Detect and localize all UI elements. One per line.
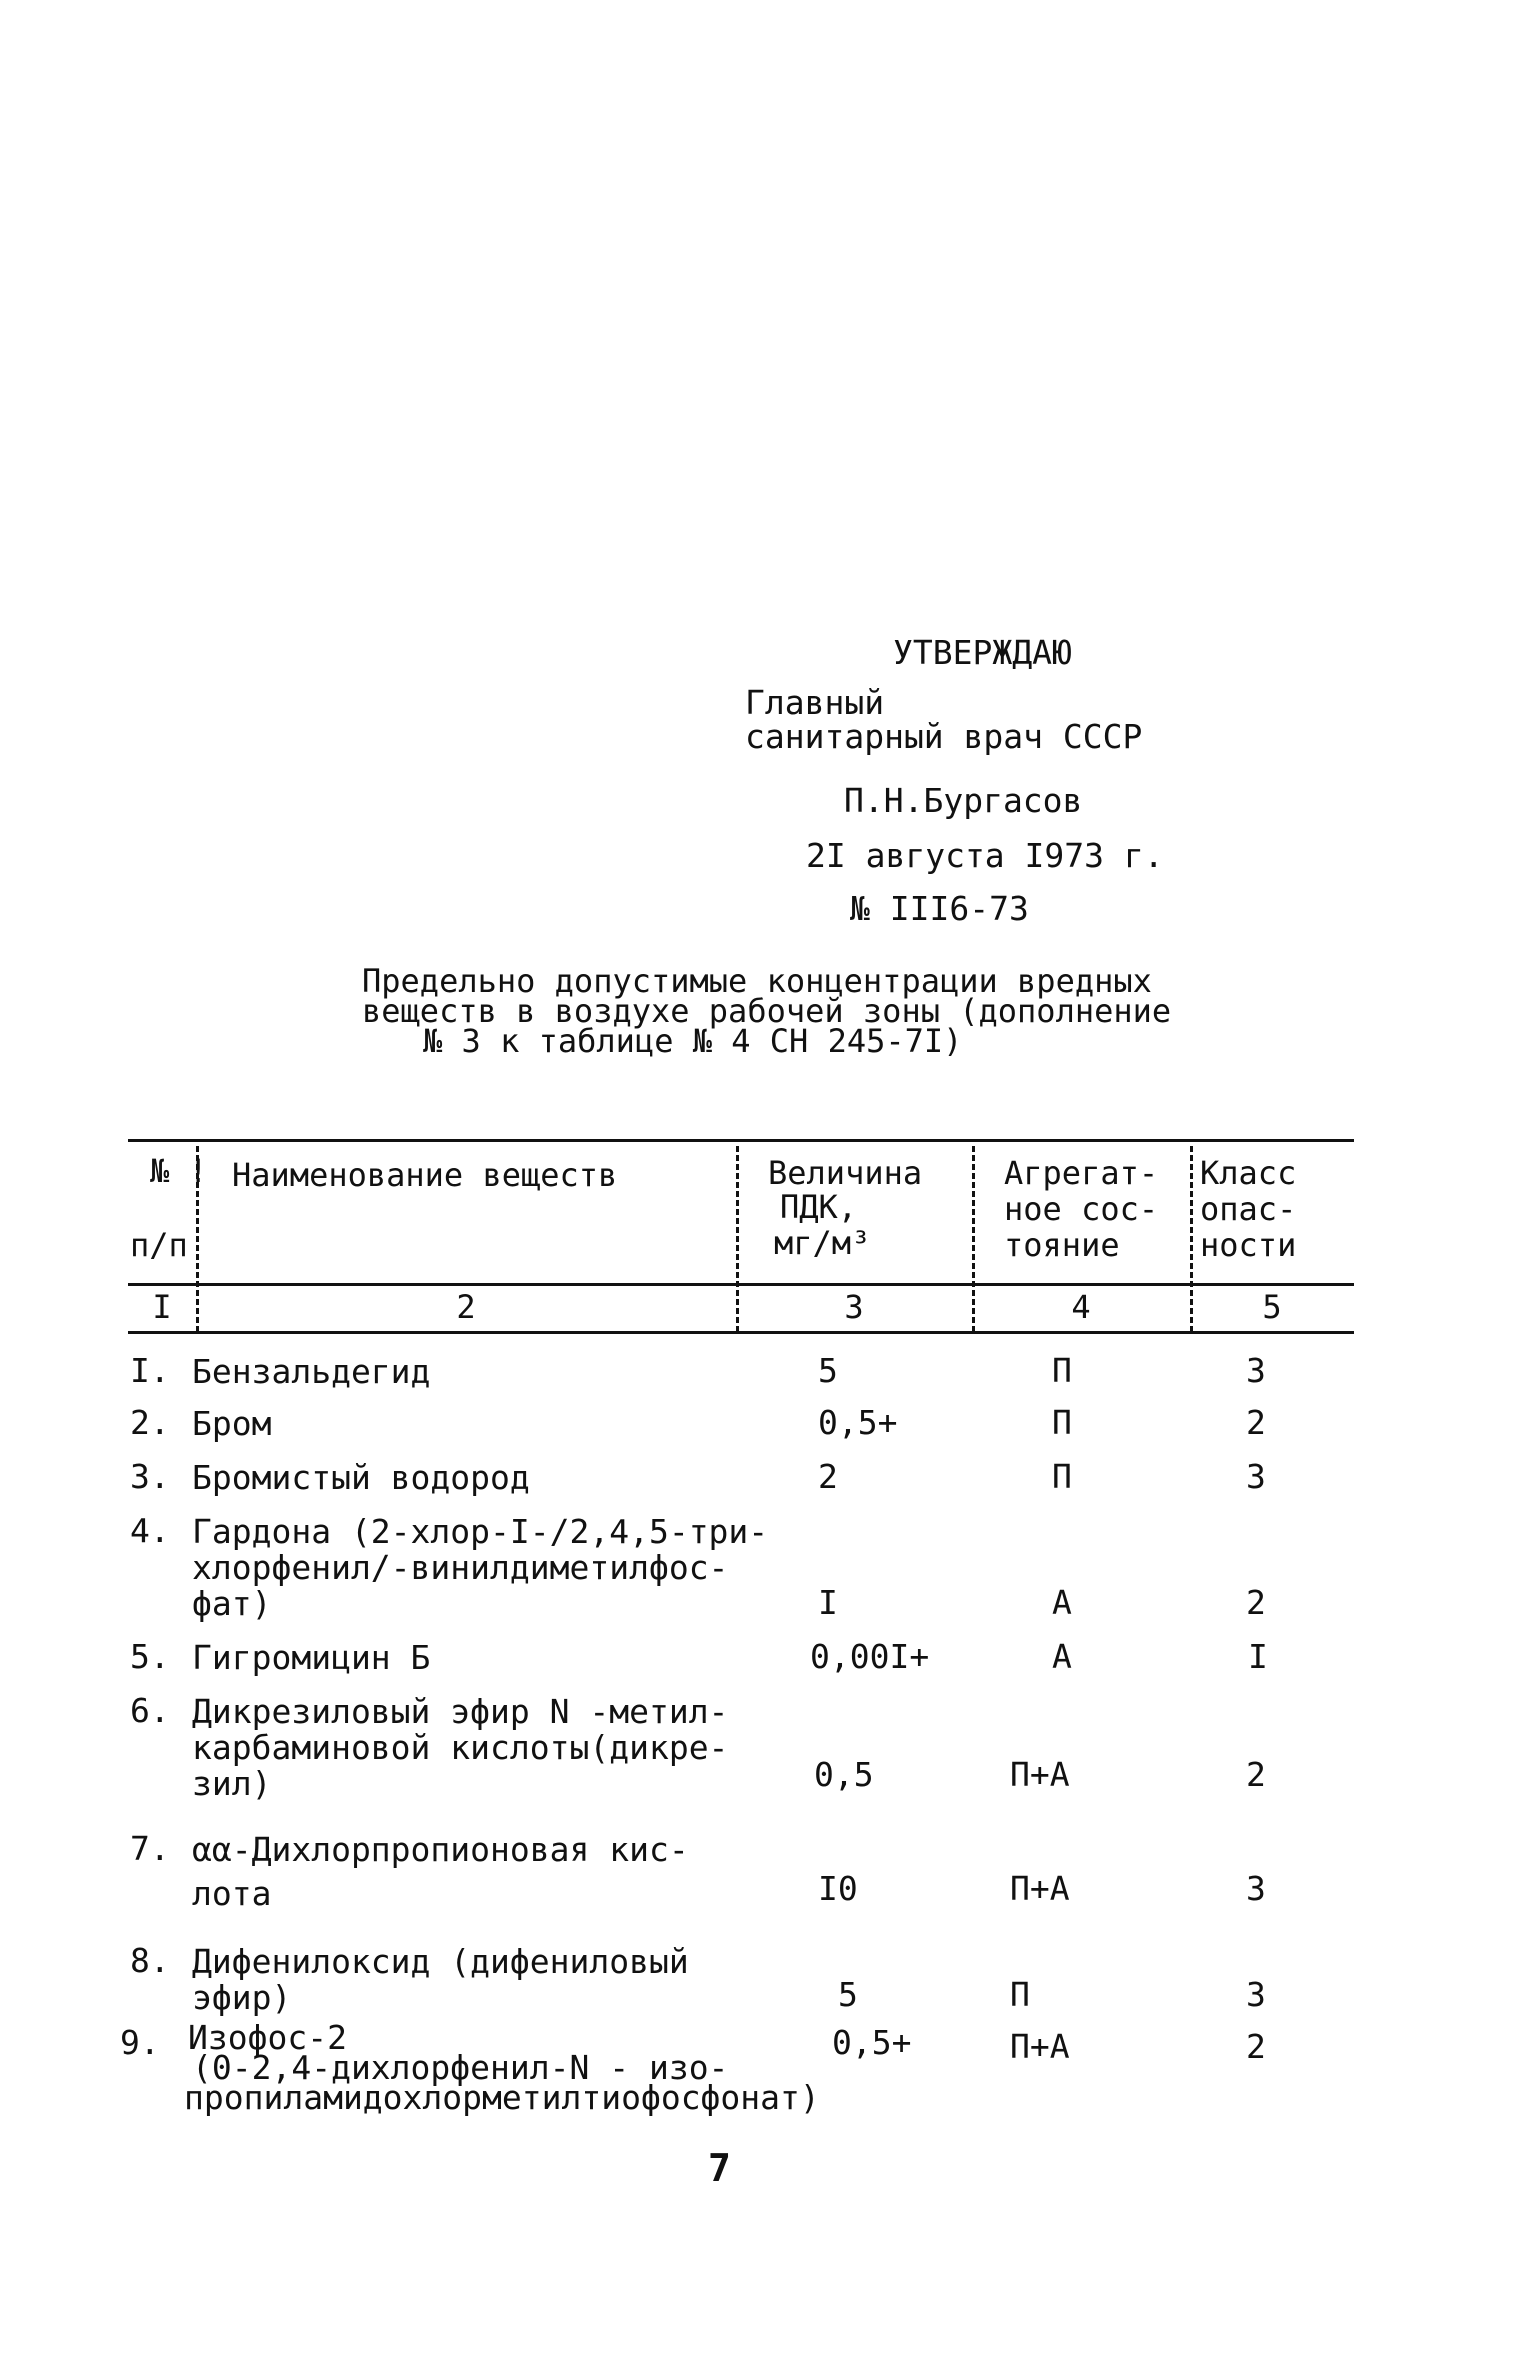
row-name-line: хлорфенил/-винилдиметилфос- <box>192 1548 729 1587</box>
header-class-line2: опас- <box>1200 1190 1297 1228</box>
title-line2: веществ в воздухе рабочей зоны (дополнение <box>362 992 1172 1030</box>
row-hazard: 3 <box>1246 1869 1266 1908</box>
approval-position-line2: санитарный врач СССР <box>745 717 1143 756</box>
row-name-line: лота <box>192 1874 272 1913</box>
column-number-5: 5 <box>1262 1288 1282 1326</box>
row-num: 9. <box>120 2023 160 2062</box>
row-name-line: Дикрезиловый эфир N -метил- <box>192 1692 729 1731</box>
row-name-line: Гардона (2-хлор-I-/2,4,5-три- <box>192 1512 769 1551</box>
row-num: 2. <box>130 1403 170 1442</box>
column-number-4: 4 <box>1071 1288 1091 1326</box>
header-pdk-line2: ПДК, <box>780 1188 858 1226</box>
approval-stamp: УТВЕРЖДАЮ <box>893 633 1072 672</box>
row-name-line: карбаминовой кислоты(дикре- <box>192 1728 729 1767</box>
header-state-line1: Агрегат- <box>1004 1154 1159 1192</box>
row-name-line: Бензальдегид <box>192 1352 431 1391</box>
header-state-line2: ное сос- <box>1004 1190 1159 1228</box>
header-class-line1: Класс <box>1200 1154 1297 1192</box>
row-name-line: Дифенилоксид (дифениловый <box>192 1942 689 1981</box>
approval-number: № III6-73 <box>850 889 1029 928</box>
table-top-rule <box>128 1139 1354 1142</box>
row-state: П+А <box>1010 1869 1070 1908</box>
header-pdk-line1: Величина <box>768 1154 923 1192</box>
row-hazard: I <box>1248 1637 1268 1676</box>
row-state: А <box>1052 1583 1072 1622</box>
approval-date: 2I августа I973 г. <box>806 836 1164 875</box>
row-hazard: 2 <box>1246 1583 1266 1622</box>
row-name-line: эфир) <box>192 1978 292 2017</box>
row-num: 3. <box>130 1457 170 1496</box>
row-name-line: (0-2,4-дихлорфенил-N - изо- <box>192 2048 729 2087</box>
title-line1: Предельно допустимые концентрации вредных <box>362 962 1152 1000</box>
header-num-line1: № ! <box>150 1152 208 1190</box>
row-pdk: 0,5 <box>814 1755 874 1794</box>
row-name-line: фат) <box>192 1584 272 1623</box>
row-name-line: Бромистый водород <box>192 1458 530 1497</box>
row-state: П+А <box>1010 2027 1070 2066</box>
row-pdk: 5 <box>818 1351 838 1390</box>
header-pdk-line3: мг/м³ <box>774 1224 871 1262</box>
column-number-2: 2 <box>456 1288 476 1326</box>
column-number-3: 3 <box>844 1288 864 1326</box>
row-pdk: 0,5+ <box>818 1403 898 1442</box>
row-num: I. <box>130 1351 170 1390</box>
header-name: Наименование веществ <box>232 1156 618 1194</box>
row-hazard: 3 <box>1246 1457 1266 1496</box>
row-name-line: зил) <box>192 1764 272 1803</box>
approval-name: П.Н.Бургасов <box>844 781 1083 820</box>
row-hazard: 2 <box>1246 2027 1266 2066</box>
row-state: П <box>1052 1351 1072 1390</box>
row-num: 8. <box>130 1941 170 1980</box>
row-state: П+А <box>1010 1755 1070 1794</box>
column-numbers-rule <box>128 1331 1354 1334</box>
header-class-line3: ности <box>1200 1226 1297 1264</box>
row-pdk: I0 <box>818 1869 858 1908</box>
row-name-line: Гигромицин Б <box>192 1638 431 1677</box>
row-pdk: I <box>818 1583 838 1622</box>
title-line3: № 3 к таблице № 4 СН 245-7I) <box>423 1022 963 1060</box>
row-num: 5. <box>130 1637 170 1676</box>
row-pdk: 0,5+ <box>832 2023 912 2062</box>
row-state: П <box>1052 1457 1072 1496</box>
row-name-line: Бром <box>192 1404 272 1443</box>
row-state: А <box>1052 1637 1072 1676</box>
row-state: П <box>1052 1403 1072 1442</box>
row-pdk: 0,00I+ <box>810 1637 930 1676</box>
page-number: 7 <box>708 2146 731 2190</box>
row-num: 4. <box>130 1511 170 1550</box>
row-num: 6. <box>130 1691 170 1730</box>
row-state: П <box>1010 1975 1030 2014</box>
row-hazard: 3 <box>1246 1351 1266 1390</box>
row-name-line: αα-Дихлорпропионовая кис- <box>192 1830 689 1869</box>
column-number-1: I <box>152 1288 172 1326</box>
row-name-line: пропиламидохлорметилтиофосфонат) <box>184 2078 820 2117</box>
row-pdk: 5 <box>838 1975 858 2014</box>
row-pdk: 2 <box>818 1457 838 1496</box>
row-hazard: 2 <box>1246 1403 1266 1442</box>
row-hazard: 3 <box>1246 1975 1266 2014</box>
row-num: 7. <box>130 1829 170 1868</box>
approval-position-line1: Главный <box>745 683 885 722</box>
row-hazard: 2 <box>1246 1755 1266 1794</box>
header-bottom-rule <box>128 1283 1354 1286</box>
row-name-line: Изофос-2 <box>188 2018 347 2057</box>
header-state-line3: тояние <box>1004 1226 1120 1264</box>
header-num-line2: п/п <box>130 1226 188 1264</box>
